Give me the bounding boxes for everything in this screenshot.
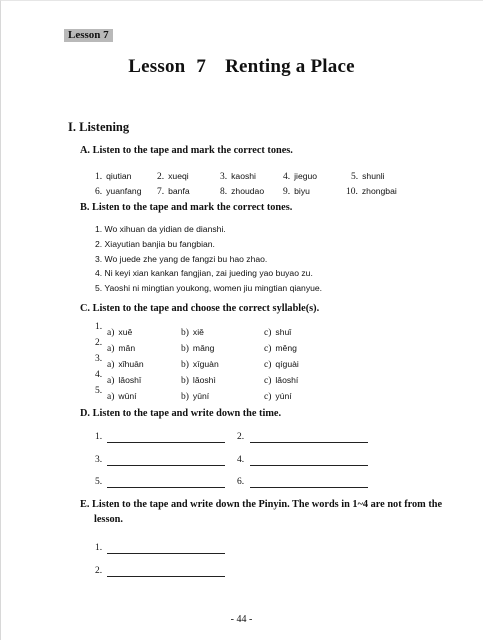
part-c-option-a: a) xǐhuān [107, 359, 144, 370]
part-b-sentence: 2. Xiayutian banjia bu fangbian. [95, 239, 215, 249]
part-a-item: 5. shunli [351, 171, 385, 182]
part-c-option-b: b) xīguàn [181, 359, 219, 370]
part-a-item: 1. qiutian [95, 171, 132, 182]
part-b-sentence: 4. Ni keyi xian kankan fangjian, zai jueding yao buyao zu. [95, 268, 313, 278]
part-c-row-number: 3. [95, 354, 103, 364]
part-a-item: 8. zhoudao [220, 186, 265, 197]
part-c-option-a: a) mǎn [107, 343, 136, 354]
answer-blank[interactable] [250, 442, 368, 443]
part-c-option-a: a) xuě [107, 327, 133, 338]
part-b-heading: B. Listen to the tape and mark the correct tones. [80, 202, 293, 213]
part-b-sentence: 3. Wo juede zhe yang de fangzi bu hao zhao. [95, 254, 268, 264]
title-lesson-word: Lesson [128, 56, 186, 77]
part-a-item: 4. jieguo [283, 171, 318, 182]
answer-blank[interactable] [250, 487, 368, 488]
part-c-row-number: 5. [95, 386, 103, 396]
part-c-option-b: b) xiě [181, 327, 204, 338]
answer-number: 1. [95, 432, 103, 442]
page-title [0, 56, 483, 78]
part-e-heading-continued: lesson. [94, 514, 123, 525]
part-a-item: 2. xueqi [157, 171, 189, 182]
lesson-tag: Lesson 7 [64, 29, 113, 42]
part-c-option-b: b) lǎoshì [181, 375, 216, 386]
section-heading: I. Listening [68, 120, 130, 134]
part-c-option-c: c) qíguài [264, 359, 299, 370]
answer-blank[interactable] [107, 553, 225, 554]
part-c-option-c: c) shuǐ [264, 327, 292, 338]
part-d-heading: D. Listen to the tape and write down the time. [80, 408, 282, 419]
part-a-heading: A. Listen to the tape and mark the correct tones. [80, 145, 293, 156]
answer-number: 1. [95, 543, 103, 553]
answer-blank[interactable] [250, 465, 368, 466]
part-c-row-number: 4. [95, 370, 103, 380]
part-c-option-c: c) yúní [264, 391, 292, 402]
part-c-option-c: c) lǎoshí [264, 375, 299, 386]
title-lesson-number: 7 [196, 56, 207, 77]
part-c-row-number: 2. [95, 338, 103, 348]
answer-number: 2. [237, 432, 245, 442]
answer-number: 5. [95, 477, 103, 487]
part-c-option-b: b) yūní [181, 391, 210, 402]
part-a-item: 3. kaoshi [220, 171, 256, 182]
answer-blank[interactable] [107, 487, 225, 488]
part-c-option-a: a) lǎoshī [107, 375, 142, 386]
part-b-sentence: 1. Wo xihuan da yidian de dianshi. [95, 224, 226, 234]
answer-blank[interactable] [107, 576, 225, 577]
answer-number: 3. [95, 455, 103, 465]
page-number: - 44 - [230, 614, 253, 625]
part-c-row-number: 1. [95, 322, 103, 332]
answer-number: 4. [237, 455, 245, 465]
part-c-option-c: c) měng [264, 343, 297, 354]
answer-number: 6. [237, 477, 245, 487]
answer-blank[interactable] [107, 442, 225, 443]
title-name: Renting a Place [225, 56, 355, 77]
answer-blank[interactable] [107, 465, 225, 466]
answer-number: 2. [95, 566, 103, 576]
part-a-item: 6. yuanfang [95, 186, 142, 197]
part-a-item: 9. biyu [283, 186, 310, 197]
part-c-heading: C. Listen to the tape and choose the correct syllable(s). [80, 303, 320, 314]
part-a-item: 10. zhongbai [346, 186, 397, 197]
part-a-item: 7. banfa [157, 186, 190, 197]
part-c-option-b: b) mǎng [181, 343, 215, 354]
part-e-heading: E. Listen to the tape and write down the Pinyin. The words in 1~4 are not from the [80, 499, 443, 510]
part-c-option-a: a) wūní [107, 391, 137, 402]
part-b-sentence: 5. Yaoshi ni mingtian youkong, women jiu mingtian qianyue. [95, 283, 323, 293]
